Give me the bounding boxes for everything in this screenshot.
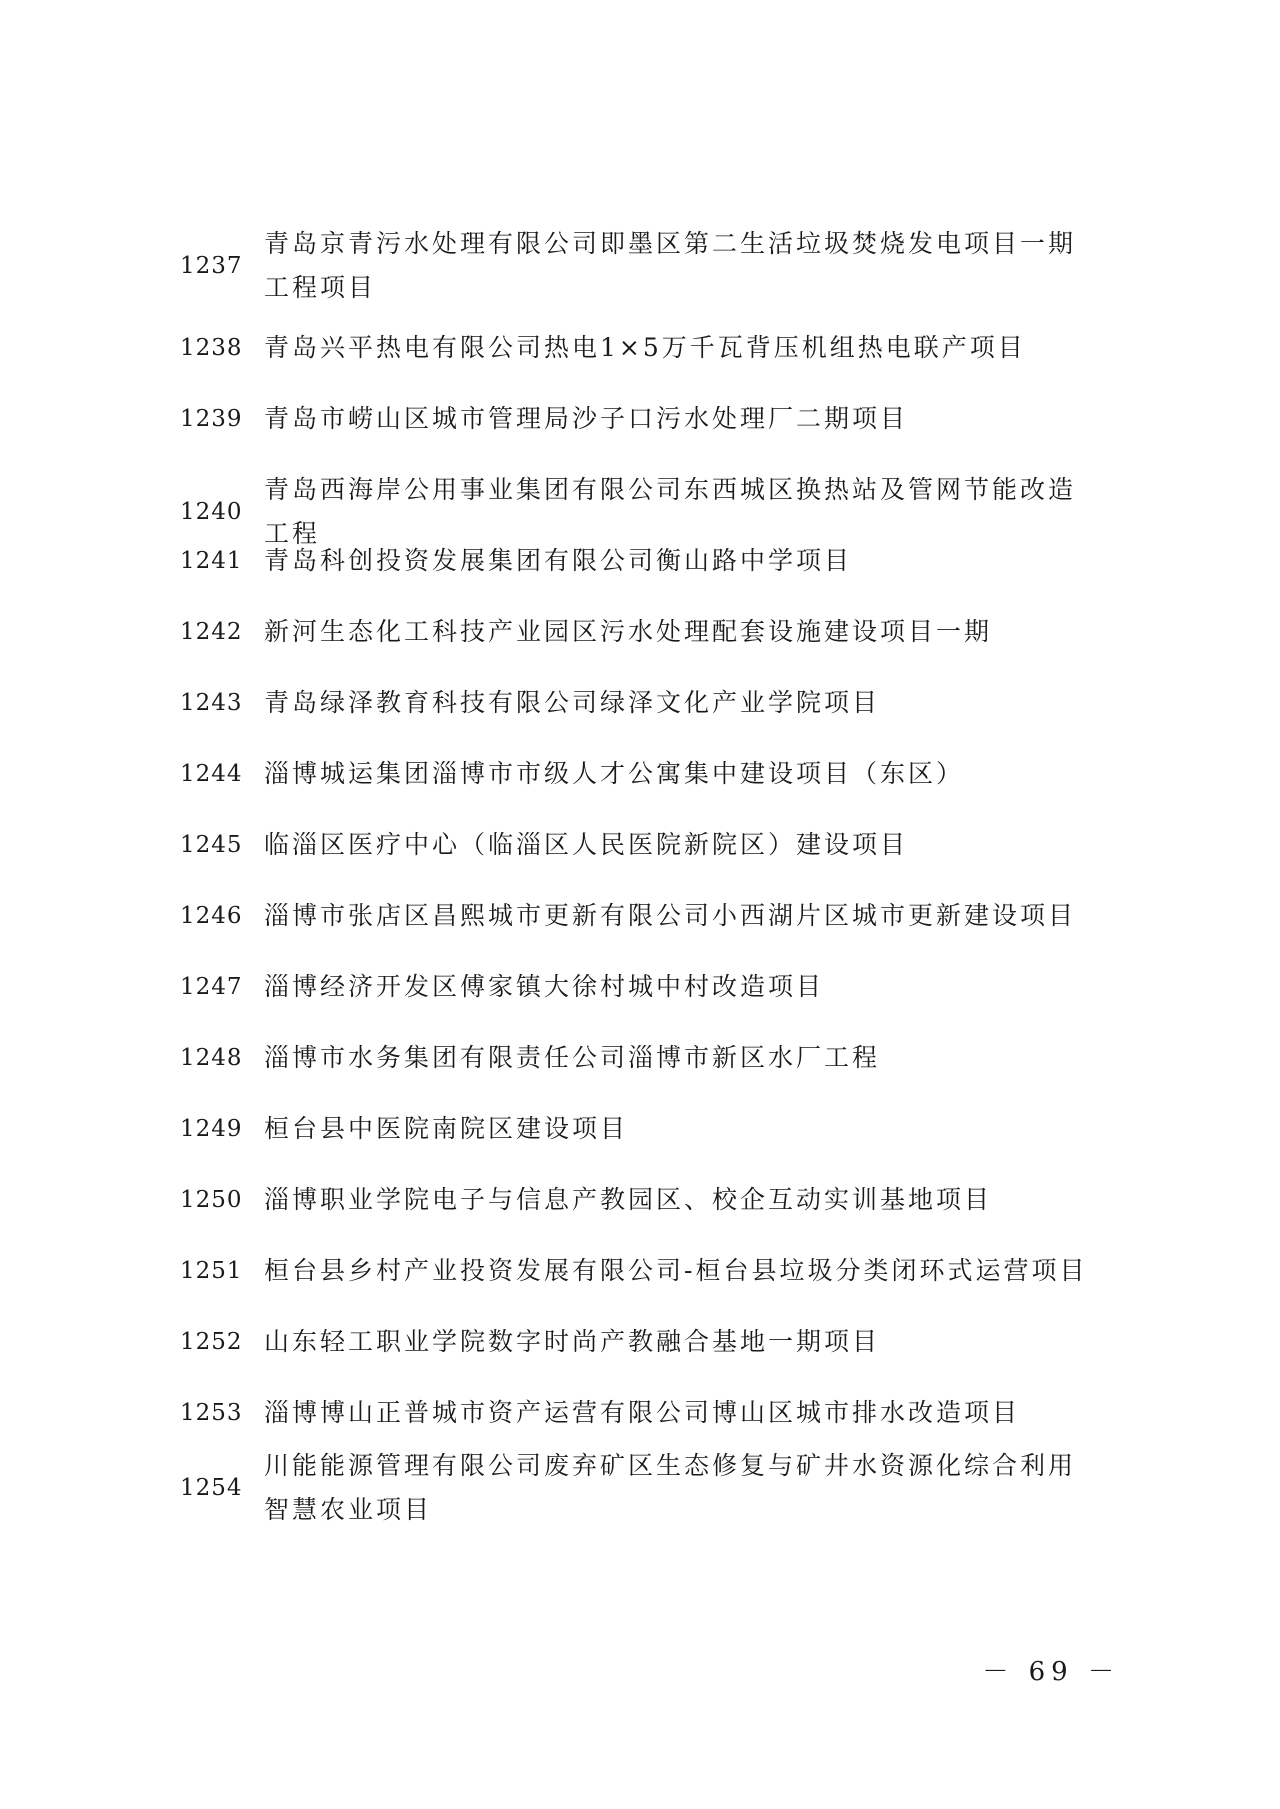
item-number: 1240: [180, 499, 243, 525]
list-item: [180, 1178, 1100, 1222]
list-item: [180, 326, 1100, 370]
item-number: 1253: [180, 1400, 243, 1426]
item-number: 1242: [180, 619, 243, 645]
item-number: 1248: [180, 1045, 243, 1071]
list-item: [180, 539, 1100, 583]
list-item: [180, 610, 1100, 654]
item-text: 青岛西海岸公用事业集团有限公司东西城区换热站及管网节能改造工程: [264, 475, 1077, 548]
list-item: [180, 1444, 1100, 1532]
list-item: [180, 894, 1100, 938]
item-number: 1244: [180, 761, 243, 787]
item-text: 青岛京青污水处理有限公司即墨区第二生活垃圾焚烧发电项目一期工程项目: [264, 229, 1077, 302]
item-text: 桓台县中医院南院区建设项目: [264, 1114, 629, 1143]
item-text: 青岛科创投资发展集团有限公司衡山路中学项目: [264, 546, 853, 575]
list-item: [180, 752, 1100, 796]
item-text: 青岛市崂山区城市管理局沙子口污水处理厂二期项目: [264, 404, 909, 433]
item-number: 1241: [180, 548, 243, 574]
list-item: [180, 1249, 1100, 1293]
item-number: 1254: [180, 1475, 243, 1501]
list-item: [180, 1036, 1100, 1080]
item-text: 淄博城运集团淄博市市级人才公寓集中建设项目（东区）: [264, 759, 965, 788]
item-text: 川能能源管理有限公司废弃矿区生态修复与矿井水资源化综合利用智慧农业项目: [264, 1451, 1077, 1524]
item-number: 1252: [180, 1329, 243, 1355]
item-text: 桓台县乡村产业投资发展有限公司-桓台县垃圾分类闭环式运营项目: [264, 1256, 1088, 1285]
item-number: 1238: [180, 335, 243, 361]
item-text: 青岛绿泽教育科技有限公司绿泽文化产业学院项目: [264, 688, 881, 717]
page-number: － 69 －: [982, 1657, 1120, 1687]
item-number: 1251: [180, 1258, 243, 1284]
item-text: 临淄区医疗中心（临淄区人民医院新院区）建设项目: [264, 830, 909, 859]
item-text: 山东轻工职业学院数字时尚产教融合基地一期项目: [264, 1327, 881, 1356]
item-text: 淄博职业学院电子与信息产教园区、校企互动实训基地项目: [264, 1185, 993, 1214]
list-item: [180, 1320, 1100, 1364]
item-text: 淄博市张店区昌熙城市更新有限公司小西湖片区城市更新建设项目: [264, 901, 1077, 930]
item-number: 1239: [180, 406, 243, 432]
item-number: 1237: [180, 253, 243, 279]
item-number: 1245: [180, 832, 243, 858]
item-text: 淄博经济开发区傅家镇大徐村城中村改造项目: [264, 972, 825, 1001]
item-number: 1250: [180, 1187, 243, 1213]
list-item: [180, 222, 1100, 310]
item-number: 1247: [180, 974, 243, 1000]
list-item: [180, 681, 1100, 725]
item-number: 1246: [180, 903, 243, 929]
list-item: [180, 397, 1100, 441]
item-text: 淄博市水务集团有限责任公司淄博市新区水厂工程: [264, 1043, 881, 1072]
list-item: [180, 823, 1100, 867]
item-text: 新河生态化工科技产业园区污水处理配套设施建设项目一期: [264, 617, 993, 646]
item-text: 青岛兴平热电有限公司热电1×5万千瓦背压机组热电联产项目: [264, 333, 1026, 362]
item-number: 1249: [180, 1116, 243, 1142]
item-number: 1243: [180, 690, 243, 716]
list-item: [180, 1107, 1100, 1151]
item-text: 淄博博山正普城市资产运营有限公司博山区城市排水改造项目: [264, 1398, 1021, 1427]
list-item: [180, 965, 1100, 1009]
list-item: [180, 1391, 1100, 1435]
